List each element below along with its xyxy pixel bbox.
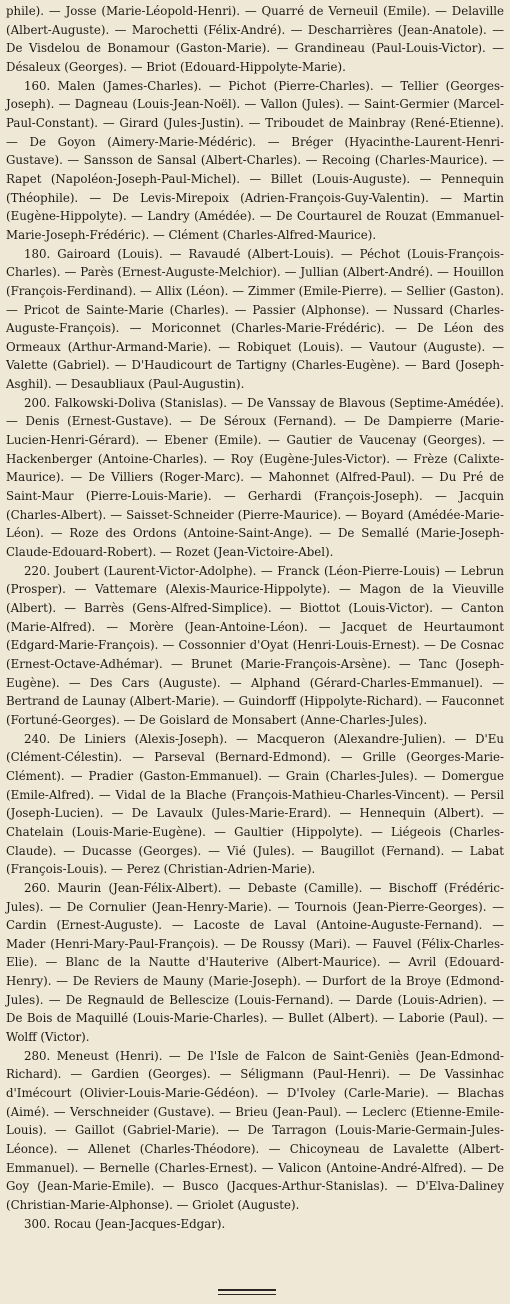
paragraph-160: 160. Malen (James-Charles). — Pichot (Pierre-Charles). — Tellier (Georges-Joseph). — Dagneau (Louis-Jean-Noël). — Vallon (Jules). — Saint-Germier (Marcel-Paul-Constant). — Girard (Jules-Justin). — Triboudet de Mainbray (René-Etienne). — De Goyon (Aimery-Marie-Médéric). — Bréger (Hyacinthe-Laurent-Henri-Gustave). — Sansson de Sansal (Albert-Charles). — Recoing (Charles-Maurice). — Rapet (Napoléon-Joseph-Paul-Michel). — Billet (Louis-Auguste). — Pennequin (Théophile). — De Levis-Mirepoix (Adrien-François-Guy-Valentin). — Martin (Eugène-Hippolyte). — Landry (Amédée). — De Courtaurel de Rouzat (Emmanuel-Marie-Joseph-Frédéric). — Clément (Charles-Alfred-Maurice). [6,78,504,242]
paragraph-260: 260. Maurin (Jean-Félix-Albert). — Debaste (Camille). — Bischoff (Frédéric-Jules). — De Cornulier (Jean-Henry-Marie). — Tournois (Jean-Pierre-Georges). — Cardin (Ernest-Auguste). — Lacoste de Laval (Antoine-Auguste-Fernand). — Mader (Henri-Mary-Paul-François). — De Roussy (Mari). — Fauvel (Félix-Charles-Elie). — Blanc de la Nautte d'Hauterive (Albert-Maurice). — Avril (Edouard-Henry). — De Reviers de Mauny (Marie-Joseph). — Durfort de la Broye (Edmond-Jules). — De Regnauld de Bellescize (Louis-Fernand). — Darde (Louis-Adrien). — De Bois de Maquillé (Louis-Marie-Charles). — Bullet (Albert). — Laborie (Paul). — Wolff (Victor). [6,880,504,1045]
paragraph-280: 280. Meneust (Henri). — De l'Isle de Falcon de Saint-Geniès (Jean-Edmond-Richard). — Gardien (Georges). — Séligmann (Paul-Henri). — De Vassinhac d'Imécourt (Olivier-Louis-Marie-Gédéon). — D'Ivoley (Carle-Marie). — Blachas (Aimé). — Verschneider (Gustave). — Brieu (Jean-Paul). — Leclerc (Etienne-Emile-Louis). — Gaillot (Gabriel-Marie). — De Tarragon (Louis-Marie-Germain-Jules-Léonce). — Allenet (Charles-Théodore). — Chicoyneau de Lavalette (Albert-Emmanuel). — Bernelle (Charles-Ernest). — Valicon (Antoine-André-Alfred). — De Goy (Jean-Marie-Emile). — Busco (Jacques-Arthur-Stanislas). — D'Elva-Daliney (Christian-Marie-Alphonse). — Griolet (Auguste). [6,1048,504,1212]
paragraph-220: 220. Joubert (Laurent-Victor-Adolphe). — Franck (Léon-Pierre-Louis) — Lebrun (Prosper). — Vattemare (Alexis-Maurice-Hippolyte). — Magon de la Vieuville (Albert). — Barrès (Gens-Alfred-Simplice). — Biottot (Louis-Victor). — Canton (Marie-Alfred). — Morère (Jean-Antoine-Léon). — Jacquet de Heurtaumont (Edgard-Marie-François). — Cossonnier d'Oyat (Henri-Louis-Ernest). — De Cosnac (Ernest-Octave-Adhémar). — Brunet (Marie-François-Arsène). — Tanc (Joseph-Eugène). — Des Cars (Auguste). — Alphand (Gérard-Charles-Emmanuel). — Bertrand de Launay (Albert-Marie). — Guindorff (Hippolyte-Richard). — Fauconnet (Fortuné-Georges). — De Goislard de Monsabert (Anne-Charles-Jules). [6,563,504,727]
section-end-rule-thin [218,1294,276,1295]
section-end-rule [218,1289,276,1291]
paragraph-300: 300. Rocau (Jean-Jacques-Edgar). [24,1216,226,1231]
paragraph-180: 180. Gairoard (Louis). — Ravaudé (Albert-Louis). — Péchot (Louis-François-Charles). — Parès (Ernest-Auguste-Melchior). — Jullian (Albert-André). — Houillon (François-Ferdinand). — Allix (Léon). — Zimmer (Emile-Pierre). — Sellier (Gaston). — Pricot de Sainte-Marie (Charles). — Passier (Alphonse). — Nussard (Charles-Auguste-François). — Moriconnet (Charles-Marie-Frédéric). — De Léon des Ormeaux (Arthur-Armand-Marie). — Robiquet (Louis). — Vautour (Auguste). — Valette (Gabriel). — D'Haudicourt de Tartigny (Charles-Eugène). — Bard (Joseph-Asghil). — Desaubliaux (Paul-Augustin). [6,246,504,392]
paragraph-continuation: phile). — Josse (Marie-Léopold-Henri). — Quarré de Verneuil (Emile). — Delaville (Albert-Auguste). — Marochetti (Félix-André). — Descharrières (Jean-Anatole). — De Visdelou de Bonamour (Gaston-Marie). — Grandineau (Paul-Louis-Victor). — Désaleux (Georges). — Briot (Edouard-Hippolyte-Marie). [6,4,504,74]
paragraph-200: 200. Falkowski-Doliva (Stanislas). — De Vanssay de Blavous (Septime-Amédée). — Denis (Ernest-Gustave). — De Séroux (Fernand). — De Dampierre (Marie-Lucien-Henri-Gérard). — Ebener (Emile). — Gautier de Vaucenay (Georges). — Hackenberger (Antoine-Charles). — Roy (Eugène-Jules-Victor). — Frèze (Calixte-Maurice). — De Villiers (Roger-Marc). — Mahonnet (Alfred-Paul). — Du Pré de Saint-Maur (Pierre-Louis-Marie). — Gerhardi (François-Joseph). — Jacquin (Charles-Albert). — Saisset-Schneider (Pierre-Maurice). — Boyard (Amédée-Marie-Léon). — Roze des Ordons (Antoine-Saint-Ange). — De Semallé (Marie-Joseph-Claude-Edouard-Robert). — Rozet (Jean-Victoire-Abel). [6,395,504,560]
document-page [6,2,504,1302]
paragraph-240: 240. De Liniers (Alexis-Joseph). — Macqueron (Alexandre-Julien). — D'Eu (Clément-Célestin). — Parseval (Bernard-Edmond). — Grille (Georges-Marie-Clément). — Pradier (Gaston-Emmanuel). — Grain (Charles-Jules). — Domergue (Emile-Alfred). — Vidal de la Blache (François-Mathieu-Charles-Vincent). — Persil (Joseph-Lucien). — De Lavaulx (Jules-Marie-Erard). — Hennequin (Albert). — Chatelain (Louis-Marie-Eugène). — Gaultier (Hippolyte). — Liégeois (Charles-Claude). — Ducasse (Georges). — Vié (Jules). — Baugillot (Fernand). — Labat (François-Louis). — Perez (Christian-Adrien-Marie). [6,731,504,877]
